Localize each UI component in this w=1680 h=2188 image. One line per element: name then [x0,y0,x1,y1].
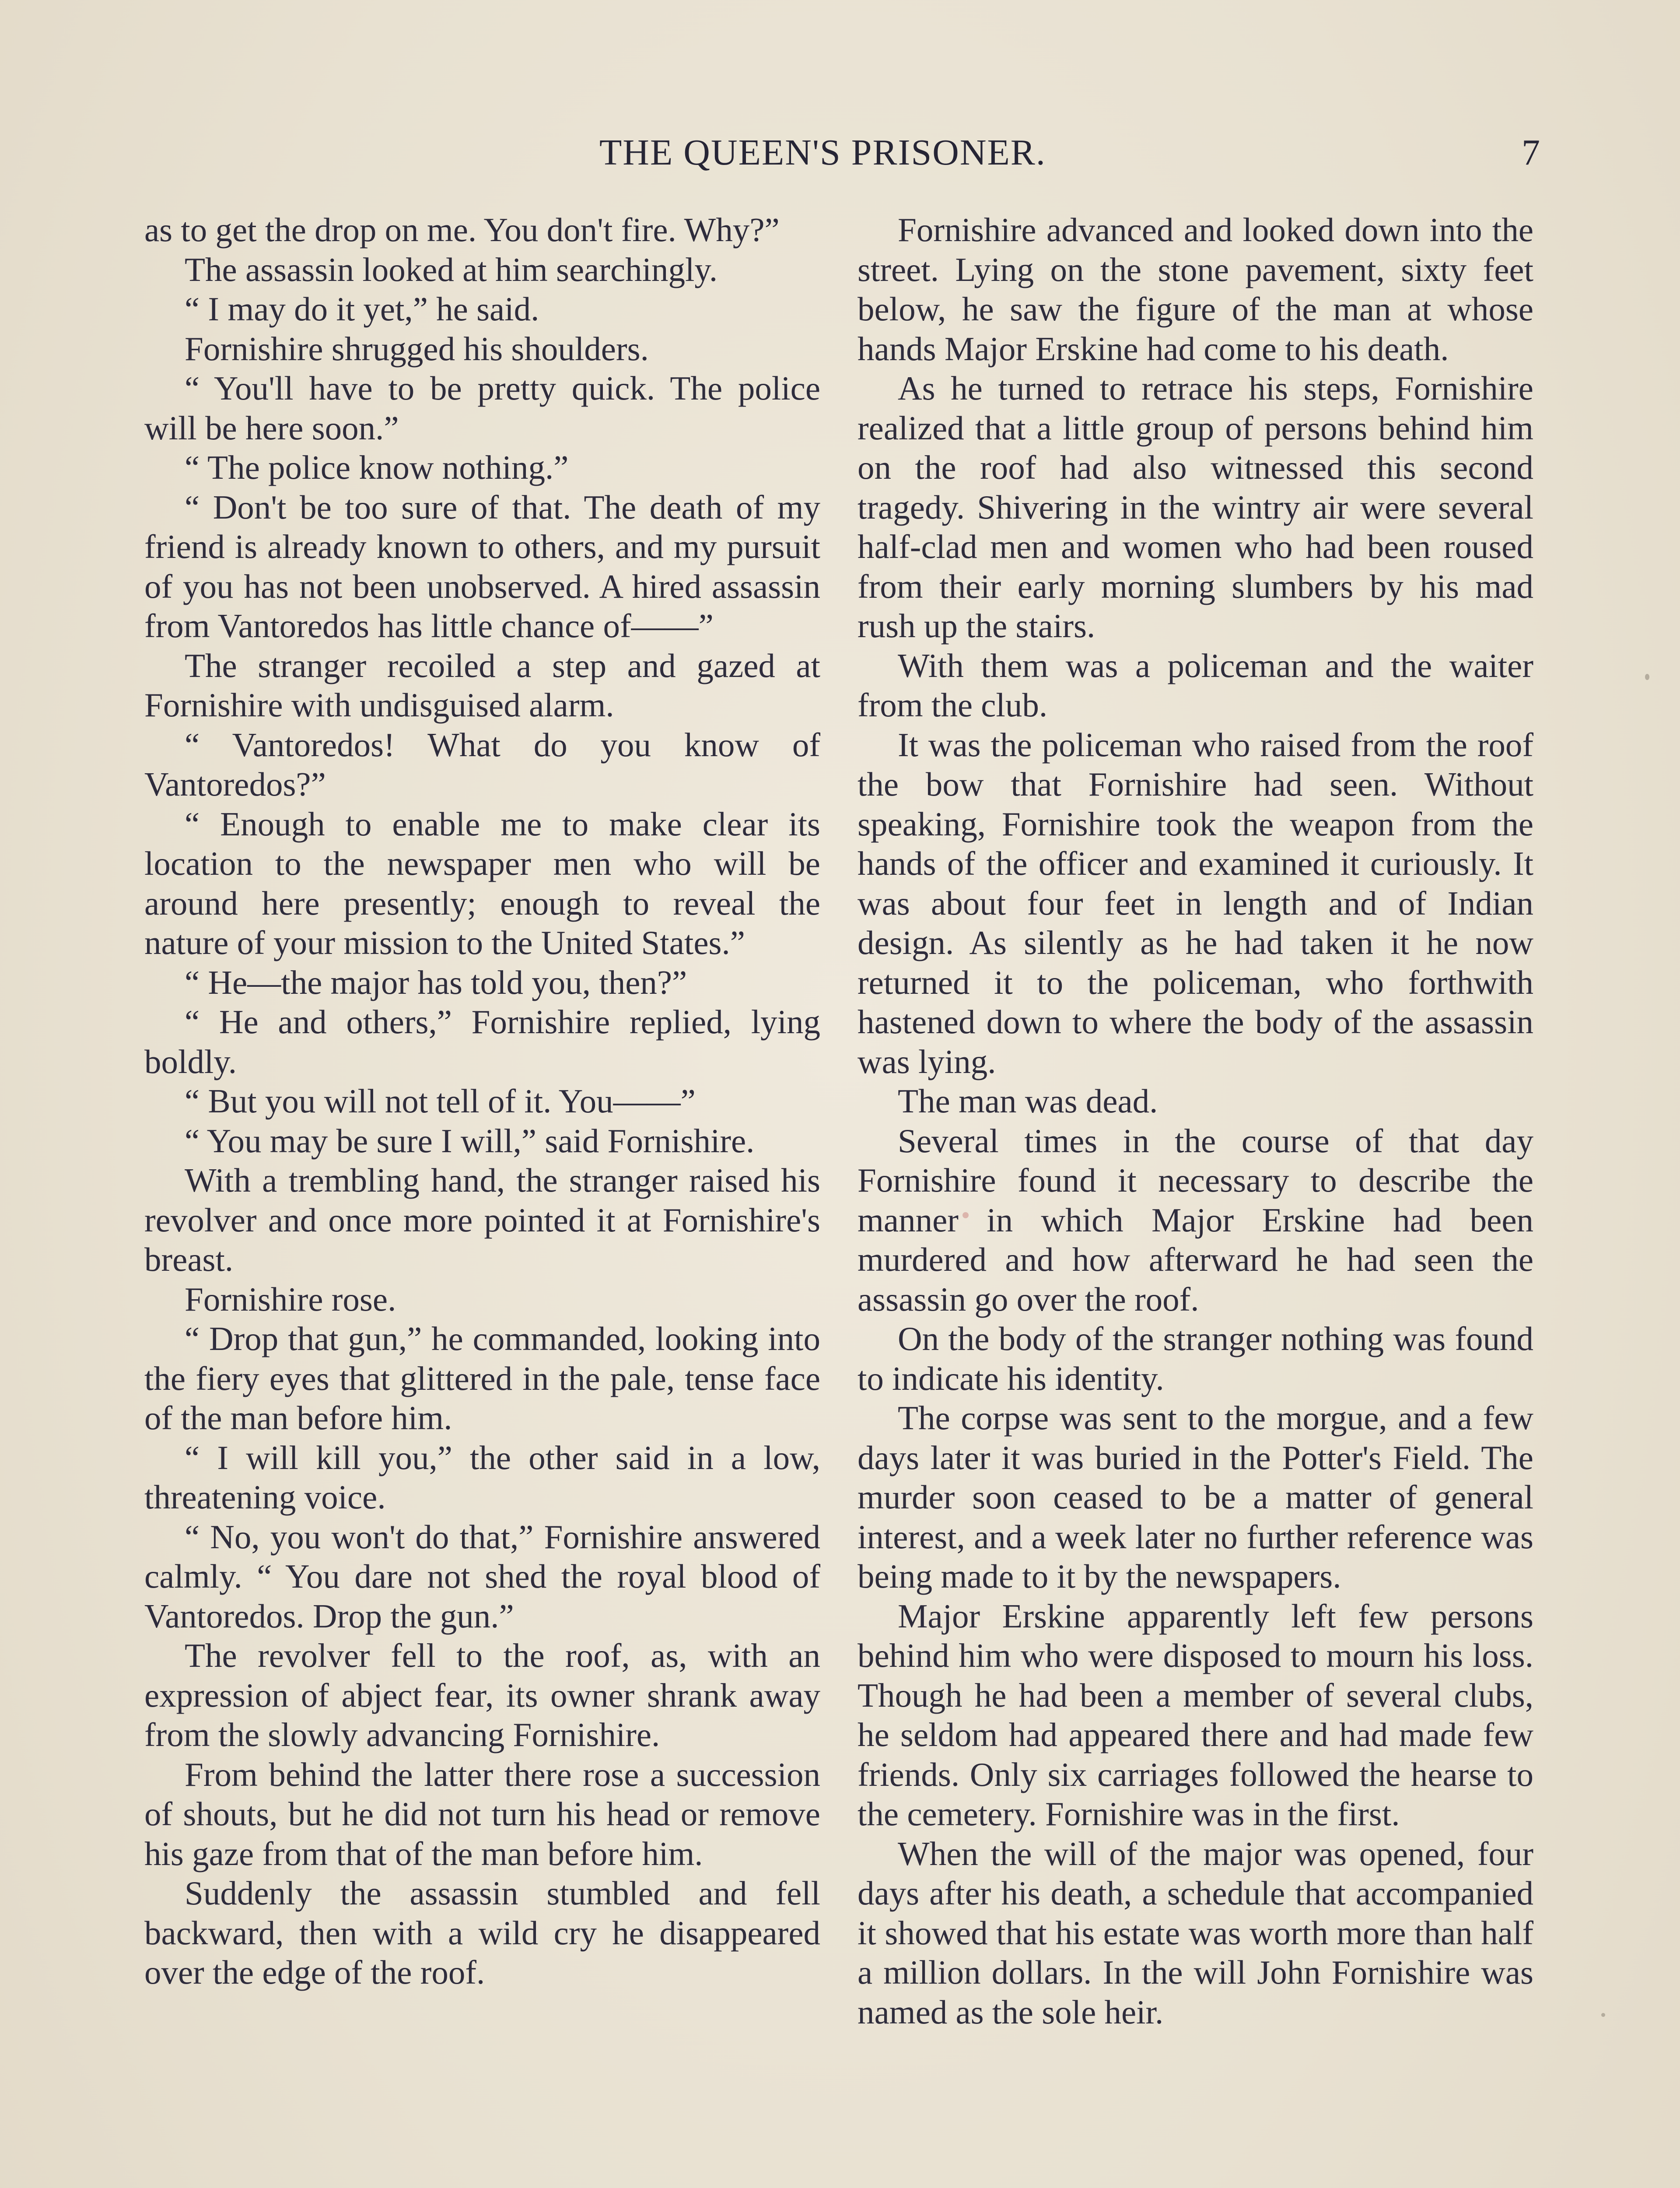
paper-speck [1645,674,1649,680]
paragraph: Major Erskine apparently left few persons behind him who were disposed to mourn his loss. Though he had been a member of several clubs, he seldom had appeared there and had made few friends. Only six carriages followed the hearse to the cemetery. Fornishire was in the first. [858,1597,1533,1833]
paragraph: The revolver fell to the roof, as, with an expression of abject fear, its owner shrank away from the slowly advancing Fornishire. [144,1637,820,1753]
paragraph: “ He—the major has told you, then?” [185,963,687,1001]
paragraph: Suddenly the assassin stumbled and fell backward, then with a wild cry he disappeared over the edge of the roof. [144,1874,820,1991]
right-column [858,210,1533,2032]
paper-speck [1068,1217,1071,1220]
paragraph: As he turned to retrace his steps, Fornishire realized that a little group of persons behind him on the roof had also witnessed this second tragedy. Shivering in the wintry air were several half-clad men and women who had been roused from their early morning slumbers by his mad rush up the stairs. [858,369,1533,645]
paragraph: “ You'll have to be pretty quick. The police will be here soon.” [144,369,820,447]
page-number: 7 [1522,132,1540,173]
left-column [144,210,820,1992]
page-header [140,131,1540,179]
paragraph: Fornishire shrugged his shoulders. [185,330,649,368]
paragraph: “ Enough to enable me to make clear its location to the newspaper men who will be around here presently; enough to reveal the nature of your mission to the United States.” [144,805,820,961]
paragraph: “ He and others,” Fornishire replied, lying boldly. [144,1003,820,1080]
paper-speck [1601,2013,1605,2017]
paragraph: as to get the drop on me. You don't fire. Why?” [144,211,780,249]
paragraph: “ I may do it yet,” he said. [185,290,539,328]
paragraph: It was the policeman who raised from the roof the bow that Fornishire had seen. Without speaking, Fornishire took the weapon from the hands of the officer and examined it curiously. It was about four feet in length and of Indian design. As silently as he had taken it he now returned it to the policeman, who forthwith hastened down to where the body of the assassin was lying. [858,726,1533,1080]
paragraph: “ Drop that gun,” he commanded, looking into the fiery eyes that glittered in the pale, tense face of the man before him. [144,1320,820,1437]
paragraph: From behind the latter there rose a succession of shouts, but he did not turn his head or remove his gaze from that of the man before him. [144,1755,820,1872]
paragraph: When the will of the major was opened, four days after his death, a schedule that accompanied it showed that his estate was worth more than half a million dollars. In the will John Fornishire was named as the sole heir. [858,1834,1533,2031]
paragraph: The corpse was sent to the morgue, and a few days later it was buried in the Potter's Field. The murder soon ceased to be a matter of general interest, and a week later no further reference was being made to it by the newspapers. [858,1399,1533,1595]
paper-speck [962,1212,969,1218]
paragraph: The stranger recoiled a step and gazed at Fornishire with undisguised alarm. [144,646,820,724]
paragraph: “ Vantoredos! What do you know of Vantoredos?” [144,726,820,803]
running-title: THE QUEEN'S PRISONER. [599,132,1046,173]
paragraph: Several times in the course of that day Fornishire found it necessary to describe the manner in which Major Erskine had been murdered and how afterward he had seen the assassin go over the roof. [858,1122,1533,1318]
paragraph: “ I will kill you,” the other said in a low, threatening voice. [144,1438,820,1516]
paragraph: On the body of the stranger nothing was found to indicate his identity. [858,1320,1533,1397]
paragraph: The assassin looked at him searchingly. [185,250,718,288]
paragraph: With a trembling hand, the stranger raised his revolver and once more pointed it at Fornishire's breast. [144,1161,820,1278]
paragraph: “ Don't be too sure of that. The death of my friend is already known to others, and my pursuit of you has not been unobserved. A hired assassin from Vantoredos has little chance of——” [144,488,820,645]
paragraph: “ But you will not tell of it. You——” [185,1082,696,1120]
paragraph: Fornishire rose. [185,1280,396,1318]
paragraph: “ The police know nothing.” [185,449,569,486]
paragraph: With them was a policeman and the waiter from the club. [858,646,1533,724]
paragraph: Fornishire advanced and looked down into the street. Lying on the stone pavement, sixty feet below, he saw the figure of the man at whose hands Major Erskine had come to his death. [858,211,1533,368]
paragraph: “ No, you won't do that,” Fornishire answered calmly. “ You dare not shed the royal blood of Vantoredos. Drop the gun.” [144,1518,820,1635]
paragraph: “ You may be sure I will,” said Fornishire. [185,1122,755,1160]
paragraph: The man was dead. [898,1082,1158,1120]
